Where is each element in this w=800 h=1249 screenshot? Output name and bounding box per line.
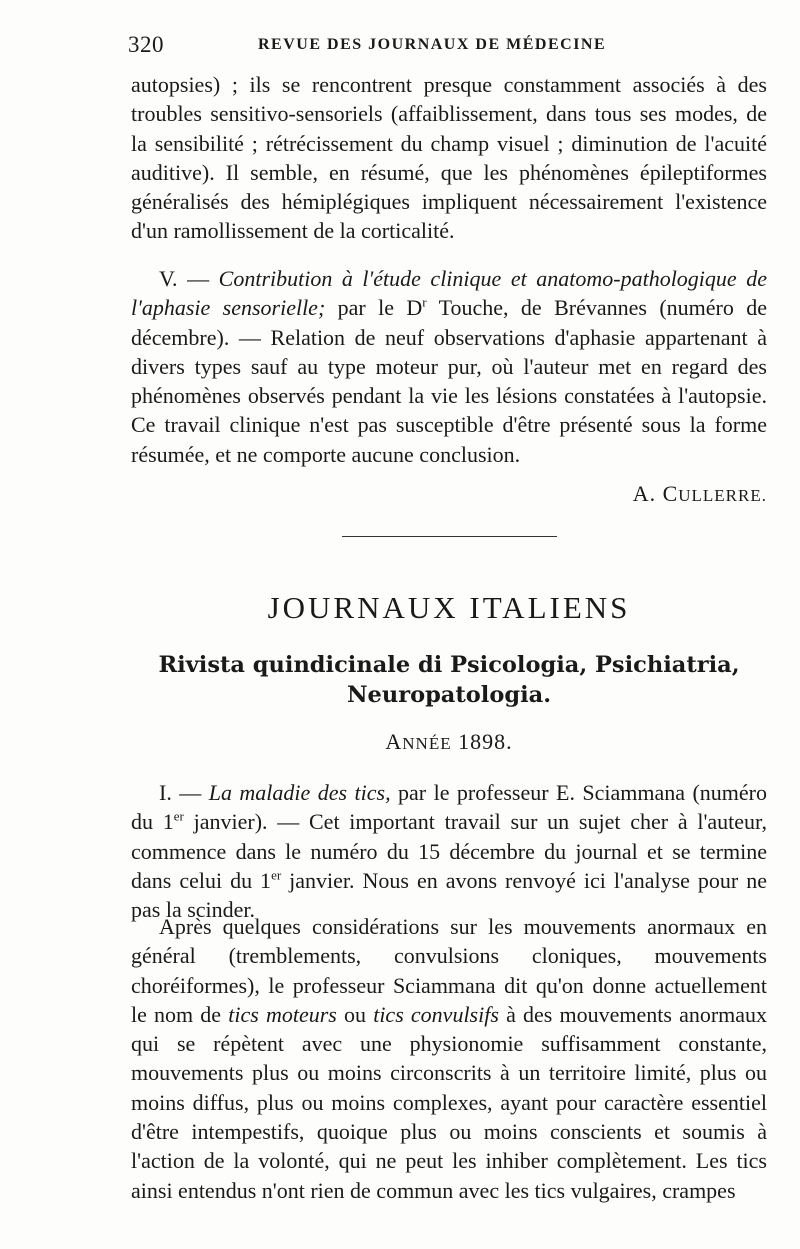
review-body: Touche, de Brévannes (numéro de décembre). — Relation de neuf observations d'aphasie appartenant à divers types sauf au type moteur pur, où l'auteur met en regard des phénomènes observés pendant la vie les lésions constatées à l'autopsie. Ce travail clinique n'est pas susceptible d'être présenté sous la forme résumée, et ne comporte aucune conclusion.: [131, 295, 767, 467]
ordinal-superscript-1: er: [173, 808, 184, 824]
review-item-v: [131, 264, 767, 469]
article-title: Contribution à l'étude clinique et anatomo-pathologique de l'aphasie sensorielle;: [131, 266, 767, 321]
journal-title-line-2: Neuropatologia.: [346, 682, 552, 708]
signature-name: ULLERRE.: [678, 486, 767, 505]
author-prefix: par le D: [337, 295, 423, 321]
year-value: 1898.: [458, 729, 513, 754]
review-body-3: janvier. Nous en avons renvoyé ici l'analyse pour ne pas la scinder.: [131, 867, 767, 923]
section-heading: JOURNAUX ITALIENS: [267, 590, 631, 625]
term-tics-convulsifs: tics convulsifs: [373, 1001, 499, 1027]
item-number: V. —: [159, 266, 210, 291]
author-superscript: r: [422, 294, 427, 310]
review-body-2: janvier). — Cet important travail sur un sujet cher à l'auteur, commence dans le numéro du 15 décembre du journal et se termine dans celui du 1: [131, 809, 767, 893]
reviewer-signature: [131, 481, 767, 507]
article-title: La maladie des tics,: [208, 780, 391, 805]
section-divider: [342, 536, 557, 537]
review-body-1: par le professeur E. Sciammana (numéro du 1: [131, 780, 768, 835]
year-word: NNÉE: [402, 734, 452, 753]
review-item-i: [131, 778, 767, 924]
journal-title: [131, 650, 767, 710]
year-heading: [131, 729, 767, 755]
page-number: 320: [128, 32, 164, 57]
continuation-paragraph: [131, 70, 767, 246]
summary-part-3: à des mouvements anormaux qui se répètent avec une physionomie suffisamment constante, mouvements plus ou moins circonscrits à un territoire limité, plus ou moins diffus, plus ou moins complexes, ayant pour caractère essentiel d'être intempestifs, quoique plus ou moins conscients et soumis à l'action de la volonté, qui ne peut les inhiber complètement. Les tics ainsi entendus n'ont rien de commun avec les tics vulgaires, crampes: [131, 1001, 768, 1203]
continuation-text: autopsies) ; ils se rencontrent presque constamment associés à des troubles sensitivo-sensoriels (affaiblissement, dans tous ses modes, de la sensibilité ; rétrécissement du champ visuel ; diminution de l'acuité auditive). Il semble, en résumé, que les phénomènes épileptiformes généralisés des hémiplégiques impliquent nécessairement l'existence d'un ramollissement de la corticalité.: [131, 72, 767, 244]
running-head: REVUE DES JOURNAUX DE MÉDECINE: [258, 36, 607, 53]
review-item-i-text: [131, 778, 767, 924]
ordinal-superscript-2: er: [271, 867, 282, 883]
summary-part-1: Après quelques considérations sur les mouvements anormaux en général (tremblements, convulsions cloniques, mouvements choréiformes), le professeur Sciammana dit qu'on donne actuellement le nom de: [131, 914, 767, 1027]
summary-paragraph: [131, 912, 767, 1205]
signature-initial: A. C: [632, 481, 679, 506]
summary-part-2: ou: [344, 1001, 367, 1027]
summary-text: [131, 912, 767, 1205]
review-item-v-text: [131, 264, 767, 469]
term-tics-moteurs: tics moteurs: [228, 1001, 337, 1027]
item-number: I. —: [159, 780, 202, 805]
journal-title-line-1: Rivista quindicinale di Psicologia, Psichiatria,: [158, 652, 740, 678]
page-header: [128, 32, 764, 62]
year-first-letter: A: [385, 729, 403, 754]
